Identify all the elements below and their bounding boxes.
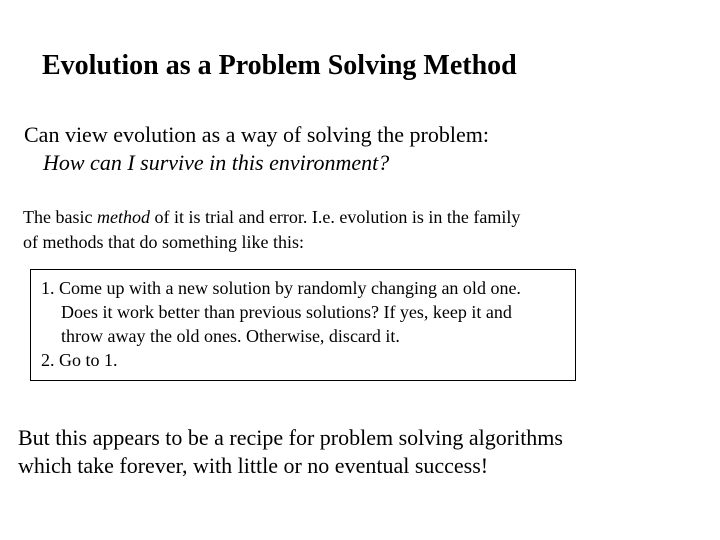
conclusion-line-1: But this appears to be a recipe for problem solving algorithms bbox=[18, 425, 563, 450]
conclusion-text bbox=[18, 424, 563, 480]
step-1-line-1: 1. Come up with a new solution by randomly changing an old one. bbox=[41, 278, 521, 298]
intro-line: Can view evolution as a way of solving the problem: bbox=[24, 122, 489, 147]
step-2: 2. Go to 1. bbox=[41, 350, 118, 370]
step-1-line-3: throw away the old ones. Otherwise, discard it. bbox=[61, 326, 400, 346]
method-emphasis: method bbox=[96, 207, 150, 227]
basic-line-1 bbox=[23, 205, 520, 230]
algorithm-steps bbox=[41, 276, 521, 372]
basic-method-text bbox=[23, 205, 520, 255]
basic-line-2: of methods that do something like this: bbox=[23, 232, 304, 252]
algorithm-steps-box bbox=[30, 269, 576, 381]
basic-line-1-suffix: of it is trial and error. I.e. evolution is in the family bbox=[149, 207, 521, 227]
conclusion-line-2: which take forever, with little or no eventual success! bbox=[18, 453, 489, 478]
intro-question: How can I survive in this environment? bbox=[43, 150, 390, 175]
intro-text bbox=[24, 121, 489, 177]
slide-title: Evolution as a Problem Solving Method bbox=[42, 50, 517, 81]
step-1-line-2: Does it work better than previous solutions? If yes, keep it and bbox=[61, 302, 512, 322]
basic-line-1-prefix: The basic bbox=[23, 207, 97, 227]
